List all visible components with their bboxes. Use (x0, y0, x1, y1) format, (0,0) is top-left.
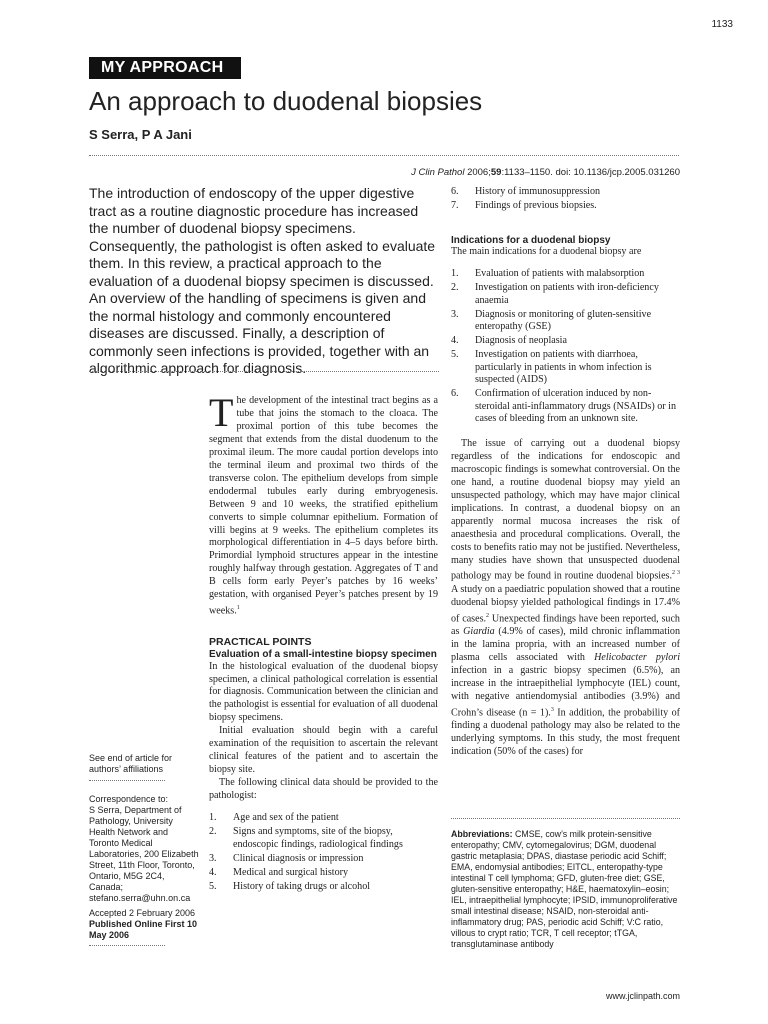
drop-cap: T (209, 390, 234, 435)
list-item: 6. Confirmation of ulceration induced by non-steroidal anti-inflammatory drugs (NSAIDs) or in cases of bleeding from an unknown site. (451, 388, 676, 425)
intro-paragraph: The development of the intestinal tract begins as a tube that joins the stomach to the cloaca. The proximal portion of this tube becomes the segment that extends from the distal duodenum to the proximal ileum. The more caudal portion develops into the terminal ileum and proximal two thirds of the transverse colon. The epithelium develops from simple endodermal tubules early during embryogenesis. Between 9 and 10 weeks, the stratified epithelium converts to simple columnar epithelium. Formation of villi begins at 9 weeks. The epithelium completes its morphological differentiation in 4–5 days before birth. Primordial lymphoid structures appear in the intestine roughly halfway through gestation. Aggregates of T and B cells form early Peyer’s patches by 16 weeks’ gestation, with organised Peyer’s patches present by 19 weeks.$^1$ (209, 390, 438, 617)
list-item: 7. Findings of previous biopsies. (451, 200, 597, 211)
list-item: 2. Signs and symptoms, site of the biopsy, endoscopic findings, radiological findings (209, 826, 403, 850)
authors: S Serra, P A Jani (89, 127, 192, 142)
practical-points-heading: PRACTICAL POINTS (209, 635, 312, 648)
sidebar-divider (89, 780, 165, 781)
practical-para-1: In the histological evaluation of the duodenal biopsy specimen, a clinical pathological correlation is essential for diagnosis. Communication between the clinician and the pathologist is essential for evaluation of all duodenal biopsy specimens. (209, 660, 438, 724)
page-number: 1133 (711, 19, 733, 30)
practical-para-2: Initial evaluation should begin with a careful examination of the requisition to ascertain the relevant clinical features of the patient and to ascertain the biopsy site. (209, 725, 438, 776)
list-item: 4. Medical and surgical history (209, 866, 349, 878)
list-item: 5. Investigation on patients with diarrhoea, particularly in patients in whom infection is suspected (AIDS) (451, 349, 652, 386)
correspondence-address: S Serra, Department of Pathology, University Health Network and Toronto Medical Laboratories, 200 Elizabeth Street, 11th Floor, Toronto, Ontario, M5G 2C4, Canada; stefano.serra@uhn.on.ca (89, 805, 199, 903)
list-item: 1. Age and sex of the patient (209, 812, 339, 824)
abbrev-divider (451, 818, 680, 819)
abstract: The introduction of endoscopy of the upper digestive tract as a routine diagnostic procedure has increased the number of duodenal biopsy specimens. Consequently, the pathologist is often asked to evaluate them. In this review, a practical approach to the evaluation of a duodenal biopsy specimen is discussed. An overview of the handling of specimens is given and the normal histology and commonly encountered diseases are discussed. Finally, a description of commonly seen infections is provided, together with an algorithmic approach for diagnosis. (89, 185, 436, 376)
indications-heading: Indications for a duodenal biopsy (451, 234, 611, 246)
title-divider (89, 155, 679, 156)
abbreviations-box: Abbreviations: CMSE, cow’s milk protein-sensitive enteropathy; CMV, cytomegalovirus; DGM, duodenal gastric metaplasia; DPAS, diastase periodic acid Schiff; EMA, endomysial antibodies; EITCL, enteropathy-type intestinal T cell lymphoma; GFD, gluten-free diet; GSE, gluten-sensitive enteropathy; H&E, haematoxylin–eosin; IEL, intraepithelial lymphocyte; IPSID, immunoproliferative small intestinal disease; NSAID, non-steroidal anti-inflammatory drug; PAS, periodic acid Schiff; V:C ratio, villous to crypt ratio; TCR, T cell receptor; tTGA, transglutaminase antibody (451, 829, 678, 949)
clinical-data-list (209, 812, 438, 893)
list-item: 3. Clinical diagnosis or impression (209, 852, 364, 864)
correspondence-label: Correspondence to: (89, 794, 169, 804)
article-title: An approach to duodenal biopsies (89, 86, 483, 116)
indications-intro: The main indications for a duodenal biopsy are (451, 245, 642, 257)
accepted-date: Accepted 2 February 2006 (89, 908, 196, 918)
middle-column (209, 390, 438, 895)
list-item: 1. Evaluation of patients with malabsorption (451, 268, 645, 280)
indications-list (451, 268, 680, 426)
list-item: 5. History of taking drugs or alcohol (209, 880, 371, 892)
footer-url: www.jclinpath.com (605, 991, 680, 1001)
affiliations-note: See end of article for authors’ affiliations (89, 753, 173, 774)
citation: J Clin Pathol 2006;59:1133–1150. doi: 10.1136/jcp.2005.031260 (411, 167, 680, 178)
list-item: 6. History of immunosuppression (451, 186, 601, 197)
right-column (451, 186, 680, 759)
list-item: 4. Diagnosis of neoplasia (451, 335, 567, 347)
list-item: 2. Investigation on patients with iron-deficiency anaemia (451, 282, 659, 306)
biopsy-controversy-paragraph: The issue of carrying out a duodenal biopsy regardless of the indications for endoscopic and macroscopic findings is somewhat controversial. On the one hand, a routine duodenal biopsy may yield an unsuspected pathology, which may have major clinical implications. In contrast, a duodenal biopsy on an apparently normal mucosa increases the risk of anaesthesia and procedural complications. Overall, the costs to benefits ratio may not be justified. Nevertheless, many studies have shown that unsuspected duodenal pathology may be found in routine duodenal biopsies.$^{2 3}$ A study on a paediatric population showed that a routine duodenal biopsy yielded pathological findings in 17.4% of cases.$^2$ Unexpected findings have been reported, such as Giardia (4.9% of cases), mild chronic inflammation in the lamina propria, with an increased number of plasma cells associated with Helicobacter pylori infection in a gastric biopsy specimen (6.5%), an increase in the intraepithelial lymphocyte (IEL) count, with negative antiendomysial antibodies (3.9%) and Crohn’s disease (n = 1).$^3$ In addition, the probability of finding a duodenal pathology may also be related to the underlying symptoms. In this study, the most frequent indication (50% of the cases) for (451, 437, 681, 757)
evaluation-subheading: Evaluation of a small-intestine biopsy specimen (209, 648, 437, 660)
section-banner: MY APPROACH (89, 57, 241, 79)
sidebar-divider-2 (89, 945, 165, 946)
clinical-data-list-continued (451, 186, 680, 213)
list-item: 3. Diagnosis or monitoring of gluten-sensitive enteropathy (GSE) (451, 308, 652, 333)
abbreviations-label: Abbreviations: (451, 829, 513, 839)
abstract-divider (89, 371, 439, 372)
correspondence (89, 794, 199, 904)
practical-para-3: The following clinical data should be provided to the pathologist: (209, 777, 438, 802)
published-date: Published Online First 10 May 2006 (89, 919, 198, 940)
dates (89, 908, 199, 941)
